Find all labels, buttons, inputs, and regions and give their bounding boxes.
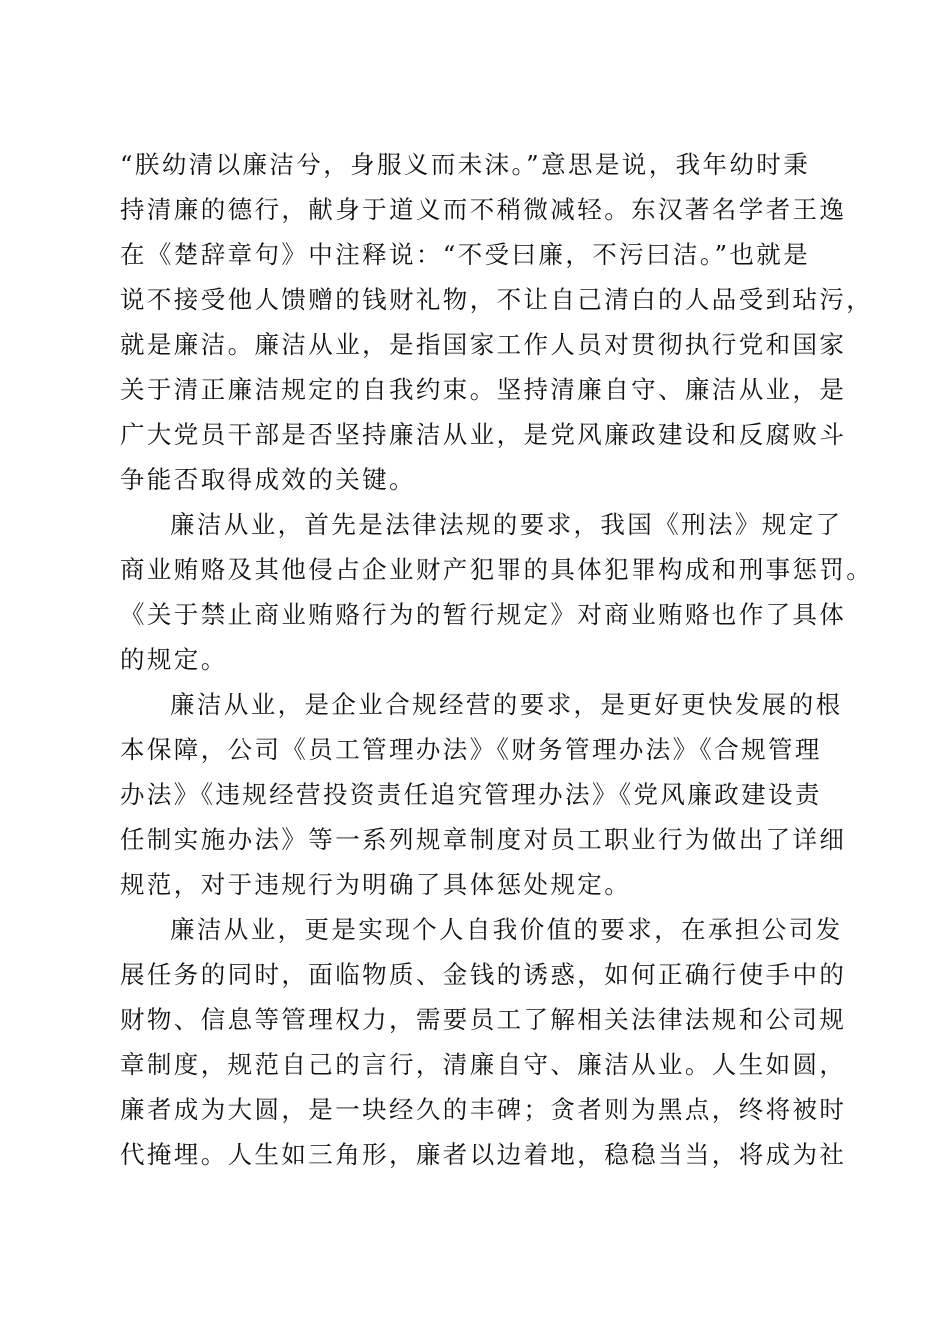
paragraph-3: [120, 682, 847, 907]
text-line: 廉洁从业，是企业合规经营的要求，是更好更快发展的根: [170, 690, 843, 719]
text-line: 就是廉洁。廉洁从业，是指国家工作人员对贯彻执行党和国家: [120, 330, 847, 359]
text-line: 本保障，公司《员工管理办法》《财务管理办法》《合规管理: [120, 735, 822, 764]
text-line: 《关于禁止商业贿赂行为的暂行规定》对商业贿赂也作了具体: [120, 600, 847, 629]
text-line: “朕幼清以廉洁兮，身服义而未沫。”意思是说，我年幼时秉: [120, 150, 811, 179]
text-line: 在《楚辞章句》中注释说：“不受曰廉，不污曰洁。”也就是: [120, 240, 811, 269]
text-line: 持清廉的德行，献身于道义而不稍微减轻。东汉著名学者王逸: [120, 195, 847, 224]
text-line: 廉者成为大圆，是一块经久的丰碑；贪者则为黑点，终将被时: [120, 1095, 847, 1124]
text-line: 争能否取得成效的关键。: [120, 465, 416, 494]
paragraph-1: [120, 142, 874, 502]
text-line: 任制实施办法》等一系列规章制度对员工职业行为做出了详细: [120, 825, 847, 854]
paragraph-2: [120, 502, 874, 682]
text-line: 代掩埋。人生如三角形，廉者以边着地，稳稳当当，将成为社: [120, 1140, 847, 1169]
body-text: [120, 142, 874, 1177]
text-line: 展任务的同时，面临物质、金钱的诱惑，如何正确行使手中的: [120, 960, 847, 989]
text-line: 财物、信息等管理权力，需要员工了解相关法律法规和公司规: [120, 1005, 847, 1034]
text-line: 廉洁从业，更是实现个人自我价值的要求，在承担公司发: [170, 915, 843, 944]
text-line: 关于清正廉洁规定的自我约束。坚持清廉自守、廉洁从业，是: [120, 375, 847, 404]
text-line: 章制度，规范自己的言行，清廉自守、廉洁从业。人生如圆，: [120, 1050, 847, 1079]
text-line: 说不接受他人馈赠的钱财礼物，不让自己清白的人品受到玷污，: [120, 285, 874, 314]
text-line: 商业贿赂及其他侵占企业财产犯罪的具体犯罪构成和刑事惩罚。: [120, 555, 874, 584]
text-line: 廉洁从业，首先是法律法规的要求，我国《刑法》规定了: [170, 510, 843, 539]
text-line: 规范，对于违规行为明确了具体惩处规定。: [120, 870, 632, 899]
text-line: 的规定。: [120, 645, 228, 674]
paragraph-4: [120, 907, 847, 1177]
text-line: 广大党员干部是否坚持廉洁从业，是党风廉政建设和反腐败斗: [120, 420, 847, 449]
text-line: 办法》《违规经营投资责任追究管理办法》《党风廉政建设责: [120, 780, 822, 809]
